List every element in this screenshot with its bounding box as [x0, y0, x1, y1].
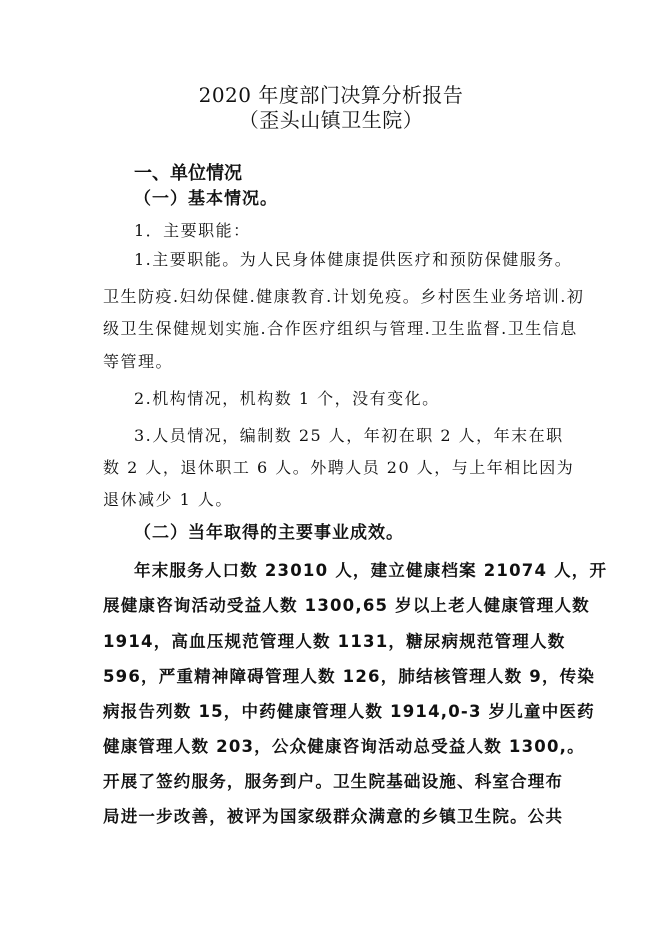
institutions-line: 2.机构情况，机构数 1 个，没有变化。: [134, 389, 440, 408]
duties-line: 卫生防疫.妇幼保健.健康教育.计划免疫。乡村医生业务培训.初: [103, 287, 585, 306]
document-subtitle: （歪头山镇卫生院）: [238, 108, 424, 132]
achievements-line: 展健康咨询活动受益人数 1300,65 岁以上老人健康管理人数: [103, 596, 590, 615]
subsection-heading-basic-info: （一）基本情况。: [134, 189, 278, 209]
staff-line: 数 2 人，退休职工 6 人。外聘人员 20 人，与上年相比因为: [103, 458, 575, 477]
achievements-line: 开展了签约服务，服务到户。卫生院基础设施、科室合理布: [103, 772, 564, 791]
subsection-heading-achievements: （二）当年取得的主要事业成效。: [134, 523, 404, 543]
duties-line: 1.主要职能。为人民身体健康提供医疗和预防保健服务。: [134, 250, 573, 269]
achievements-line: 年末服务人口数 23010 人，建立健康档案 21074 人，开: [134, 561, 608, 580]
document-title: 2020 年度部门决算分析报告: [198, 83, 464, 107]
achievements-line: 健康管理人数 203，公众健康咨询活动总受益人数 1300,。: [103, 737, 585, 756]
achievements-line: 局进一步改善，被评为国家级群众满意的乡镇卫生院。公共: [103, 807, 564, 826]
item-heading-main-duties: 1．主要职能：: [134, 221, 251, 240]
duties-line: 级卫生保健规划实施.合作医疗组织与管理.卫生监督.卫生信息: [103, 319, 578, 338]
staff-line: 退休减少 1 人。: [103, 490, 233, 509]
duties-line: 等管理。: [103, 352, 174, 371]
achievements-line: 1914，高血压规范管理人数 1131，糖尿病规范管理人数: [103, 632, 566, 651]
staff-line: 3.人员情况，编制数 25 人，年初在职 2 人，年末在职: [134, 426, 564, 445]
achievements-line: 病报告列数 15，中药健康管理人数 1914,0-3 岁儿童中医药: [103, 702, 595, 721]
achievements-line: 596，严重精神障碍管理人数 126，肺结核管理人数 9，传染: [103, 667, 596, 686]
section-heading-unit-info: 一、单位情况: [134, 163, 242, 184]
